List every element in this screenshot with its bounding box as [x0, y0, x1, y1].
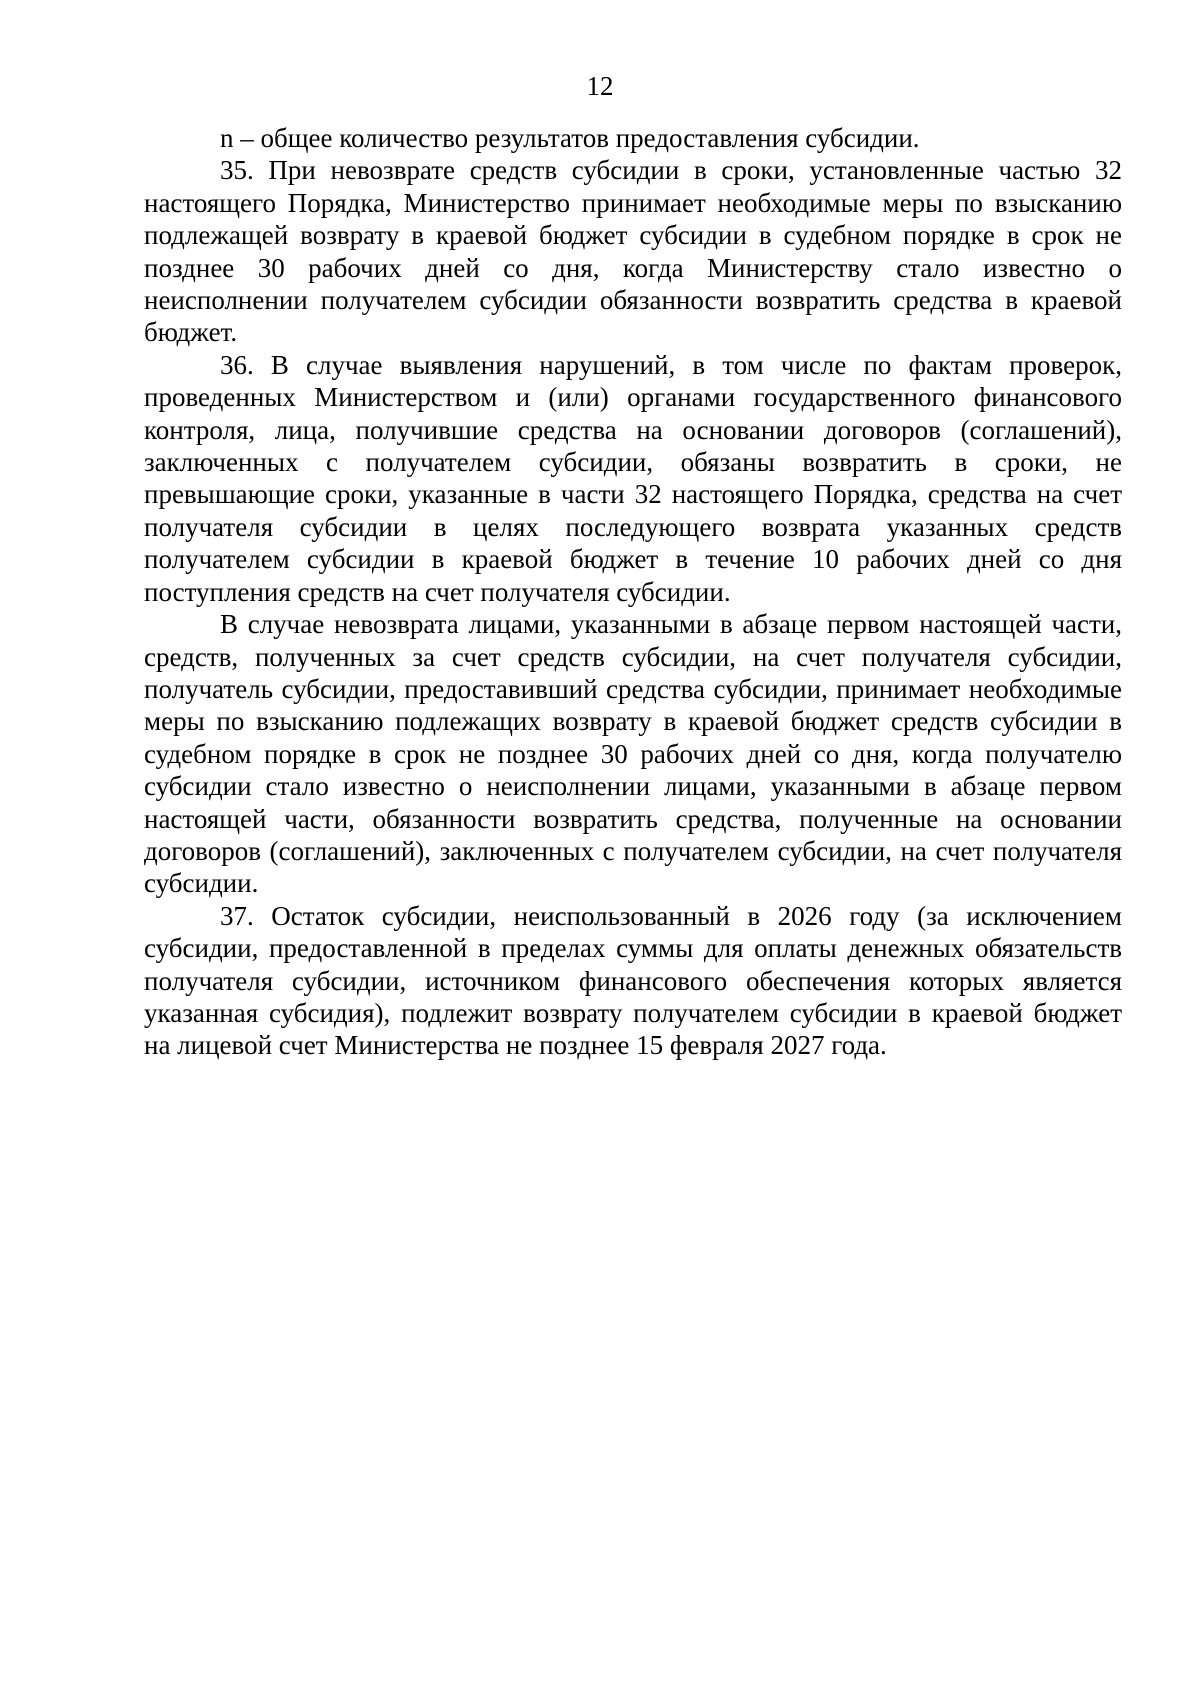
paragraph-35: 35. При невозврате средств субсидии в сроки, установленные частью 32 настоящего Порядка, Министерство принимает необходимые меры по взысканию подлежащей возврату в краевой бюджет субсидии в судебном порядке в срок не позднее 30 рабочих дней со дня, когда Министерству стало известно о неисполнении получателем субсидии обязанности возвратить средства в краевой бюджет.: [144, 155, 1122, 348]
page-number: 12: [586, 71, 614, 101]
paragraph-n-definition: n – общее количество результатов предоставления субсидии.: [220, 123, 920, 153]
paragraph-37: 37. Остаток субсидии, неиспользованный в 2026 году (за исключением субсидии, предоставленной в пределах суммы для оплаты денежных обязательств получателя субсидии, источником финансового обеспечения которых является указанная субсидия), подлежит возврату получателем субсидии в краевой бюджет на лицевой счет Министерства не позднее 15 февраля 2027 года.: [144, 900, 1122, 1061]
document-body: [144, 122, 1122, 1062]
paragraph-36: 36. В случае выявления нарушений, в том числе по фактам проверок, проведенных Министерством и (или) органами государственного финансового контроля, лица, получившие средства на основании договоров (соглашений), заключенных с получателем субсидии, обязаны возвратить в сроки, не превышающие сроки, указанные в части 32 настоящего Порядка, средства на счет получателя субсидии в целях последующего возврата указанных средств получателем субсидии в краевой бюджет в течение 10 рабочих дней со дня поступления средств на счет получателя субсидии.: [144, 349, 1122, 607]
paragraph-36-second: В случае невозврата лицами, указанными в абзаце первом настоящей части, средств, полученных за счет средств субсидии, на счет получателя субсидии, получатель субсидии, предоставивший средства субсидии, принимает необходимые меры по взысканию подлежащих возврату в краевой бюджет средств субсидии в судебном порядке в срок не позднее 30 рабочих дней со дня, когда получателю субсидии стало известно о неисполнении лицами, указанными в абзаце первом настоящей части, обязанности возвратить средства, полученные на основании договоров (соглашений), заключенных с получателем субсидии, на счет получателя субсидии.: [144, 609, 1122, 899]
